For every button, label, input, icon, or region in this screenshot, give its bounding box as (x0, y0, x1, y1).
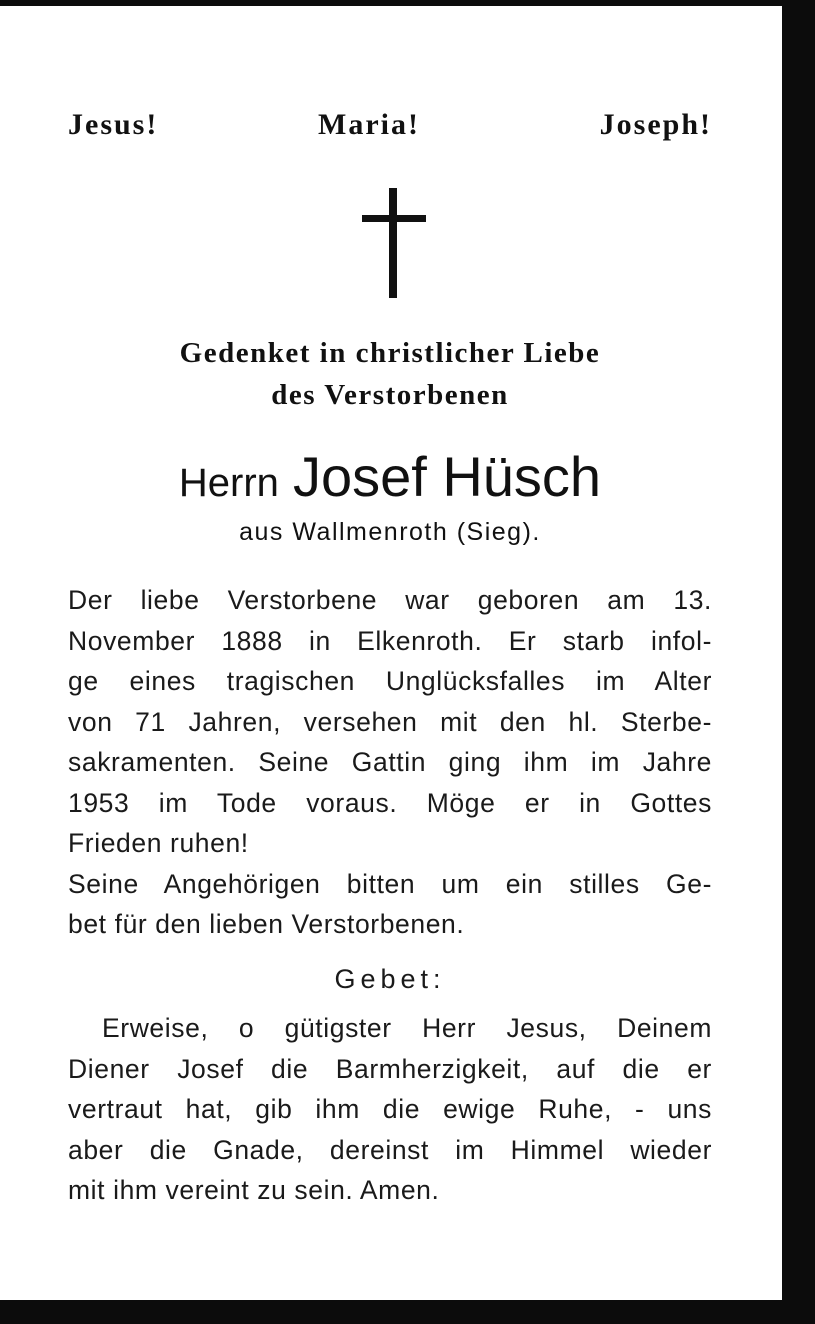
prayer-line: Diener Josef die Barmherzigkeit, auf die er (68, 1053, 712, 1084)
biography (68, 580, 712, 945)
invocation-joseph: Joseph! (599, 108, 712, 141)
intro-line-1: Gedenket in christlicher Liebe (179, 337, 601, 369)
biography-line: ge eines tragischen Unglücksfalles im Alter (68, 666, 712, 696)
invocation-maria: Maria! (318, 108, 420, 141)
prayer-line: Erweise, o gütigster Herr Jesus, Deinem (102, 1013, 712, 1043)
biography-line: November 1888 in Elkenroth. Er starb infol- (68, 625, 712, 656)
prayer-text (68, 1008, 712, 1211)
biography-line: sakramenten. Seine Gattin ging ihm im Jahre (68, 747, 712, 777)
prayer-line: aber die Gnade, dereinst im Himmel wieder (68, 1134, 712, 1165)
invocation-header (68, 108, 712, 148)
cross-icon (362, 188, 426, 298)
prayer-heading: Gebet: (334, 964, 446, 994)
deceased-title: Herrn (178, 461, 279, 505)
intro-text (68, 332, 712, 416)
prayer-line: mit ihm vereint zu sein. Amen. (68, 1175, 440, 1205)
biography-line: 1953 im Tode voraus. Möge er in Gottes (68, 787, 712, 818)
prayer-line: vertraut hat, gib ihm die ewige Ruhe, - uns (68, 1094, 712, 1124)
deceased-origin: aus Wallmenroth (Sieg). (239, 518, 541, 546)
intro-line-2: des Verstorbenen (271, 379, 509, 411)
biography-line: bet für den lieben Verstorbenen. (68, 909, 465, 939)
biography-line: Frieden ruhen! (68, 828, 249, 858)
invocation-jesus: Jesus! (68, 108, 159, 141)
biography-line: von 71 Jahren, versehen mit den hl. Sterbe- (68, 706, 712, 737)
deceased-name (68, 442, 712, 527)
deceased-full-name: Josef Hüsch (292, 445, 602, 508)
biography-line: Seine Angehörigen bitten um ein stilles Ge- (68, 868, 712, 899)
biography-line: Der liebe Verstorbene war geboren am 13. (68, 585, 712, 615)
